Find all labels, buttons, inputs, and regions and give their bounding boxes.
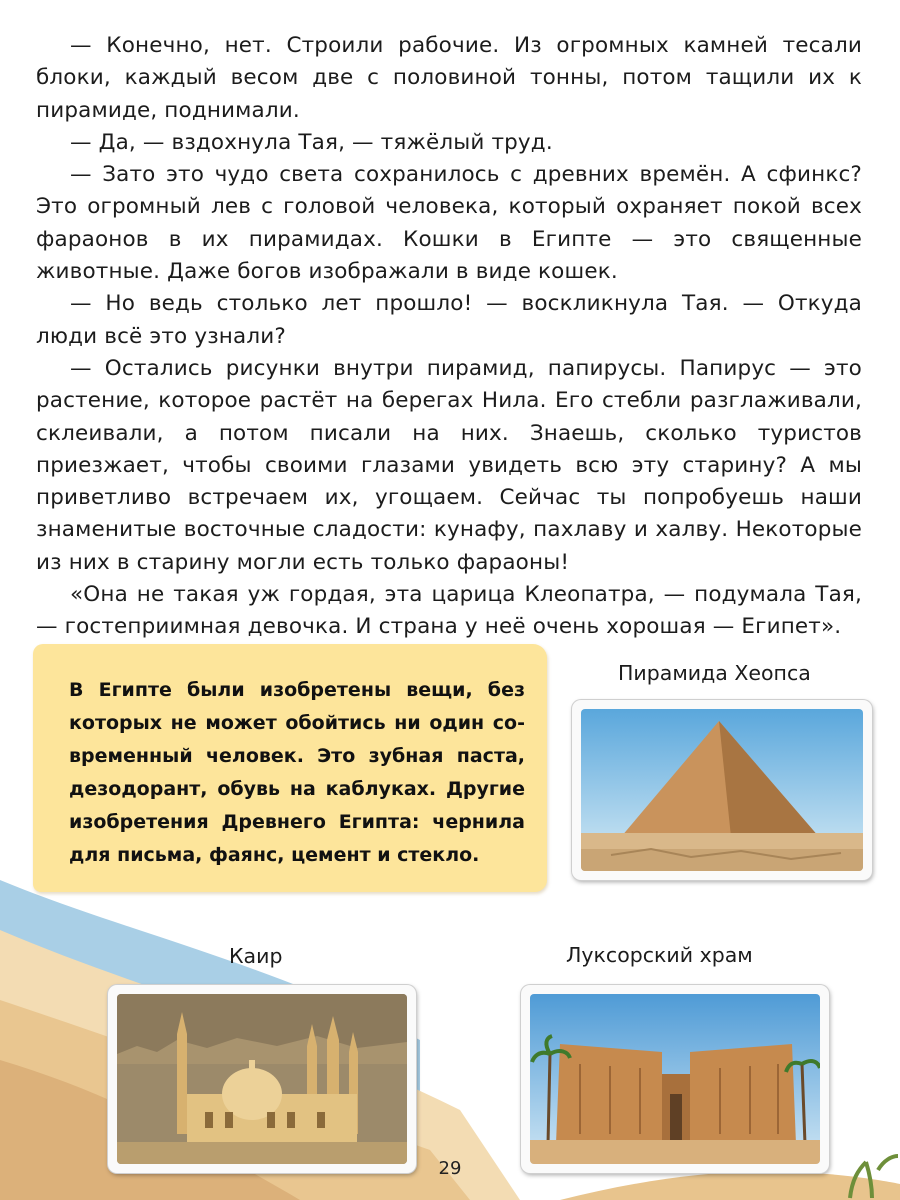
paragraph: — Конечно, нет. Строили рабочие. Из огромных камней тесали блоки, каждый весом две с половиной тонны, потом тащили их к пирамиде, поднимали.	[36, 33, 862, 123]
pyramid-caption: Пирамида Хеопса	[618, 661, 811, 685]
pyramid-photo	[572, 700, 872, 880]
cairo-image	[117, 994, 407, 1164]
luxor-photo	[521, 985, 829, 1173]
paragraph: — Остались рисунки внутри пирамид, папирусы. Папирус — это растение, которое растёт на берегах Нила. Его стебли разглаживали, склеивали, а потом писали на них. Знаешь, сколько туристов приезжает, чтобы своими глазами увидеть всю эту старину? А мы приветливо встречаем их, угощаем. Сейчас ты попробуешь наши знаменитые восточные сладости: кунафу, пахлаву и халву. Некоторые из них в старину могли есть только фараоны!	[36, 355, 862, 575]
paragraph: — Но ведь столько лет прошло! — воскликнула Тая. — Откуда люди всё это узнали?	[36, 291, 862, 349]
luxor-image	[530, 994, 820, 1164]
fact-box	[33, 644, 547, 892]
paragraph: «Она не такая уж гордая, эта царица Клеопатра, — подумала Тая, — гостеприимная девочка. И страна у неё очень хорошая — Египет».	[36, 582, 862, 640]
fact-text: В Египте были изобретены вещи, без которых не может обойтись ни один современный человек. Это зубная паста, дезодорант, обувь на каблуках. Другие изобретения Древнего Египта: чернила для письма, фаянс, цемент и стекло.	[69, 679, 525, 866]
page-number: 29	[438, 1158, 462, 1179]
paragraph: — Да, — вздохнула Тая, — тяжёлый труд.	[70, 129, 553, 155]
luxor-caption: Луксорский храм	[566, 943, 753, 967]
story-text	[36, 30, 862, 644]
paragraph: — Зато это чудо света сохранилось с древних времён. А сфинкс? Это огромный лев с головой человека, который охраняет покой всех фараонов в их пирамидах. Кошки в Египте — это священные животные. Даже богов изображали в виде кошек.	[36, 162, 862, 285]
cairo-caption: Каир	[229, 944, 283, 968]
pyramid-image	[581, 709, 863, 871]
cairo-photo	[108, 985, 416, 1173]
